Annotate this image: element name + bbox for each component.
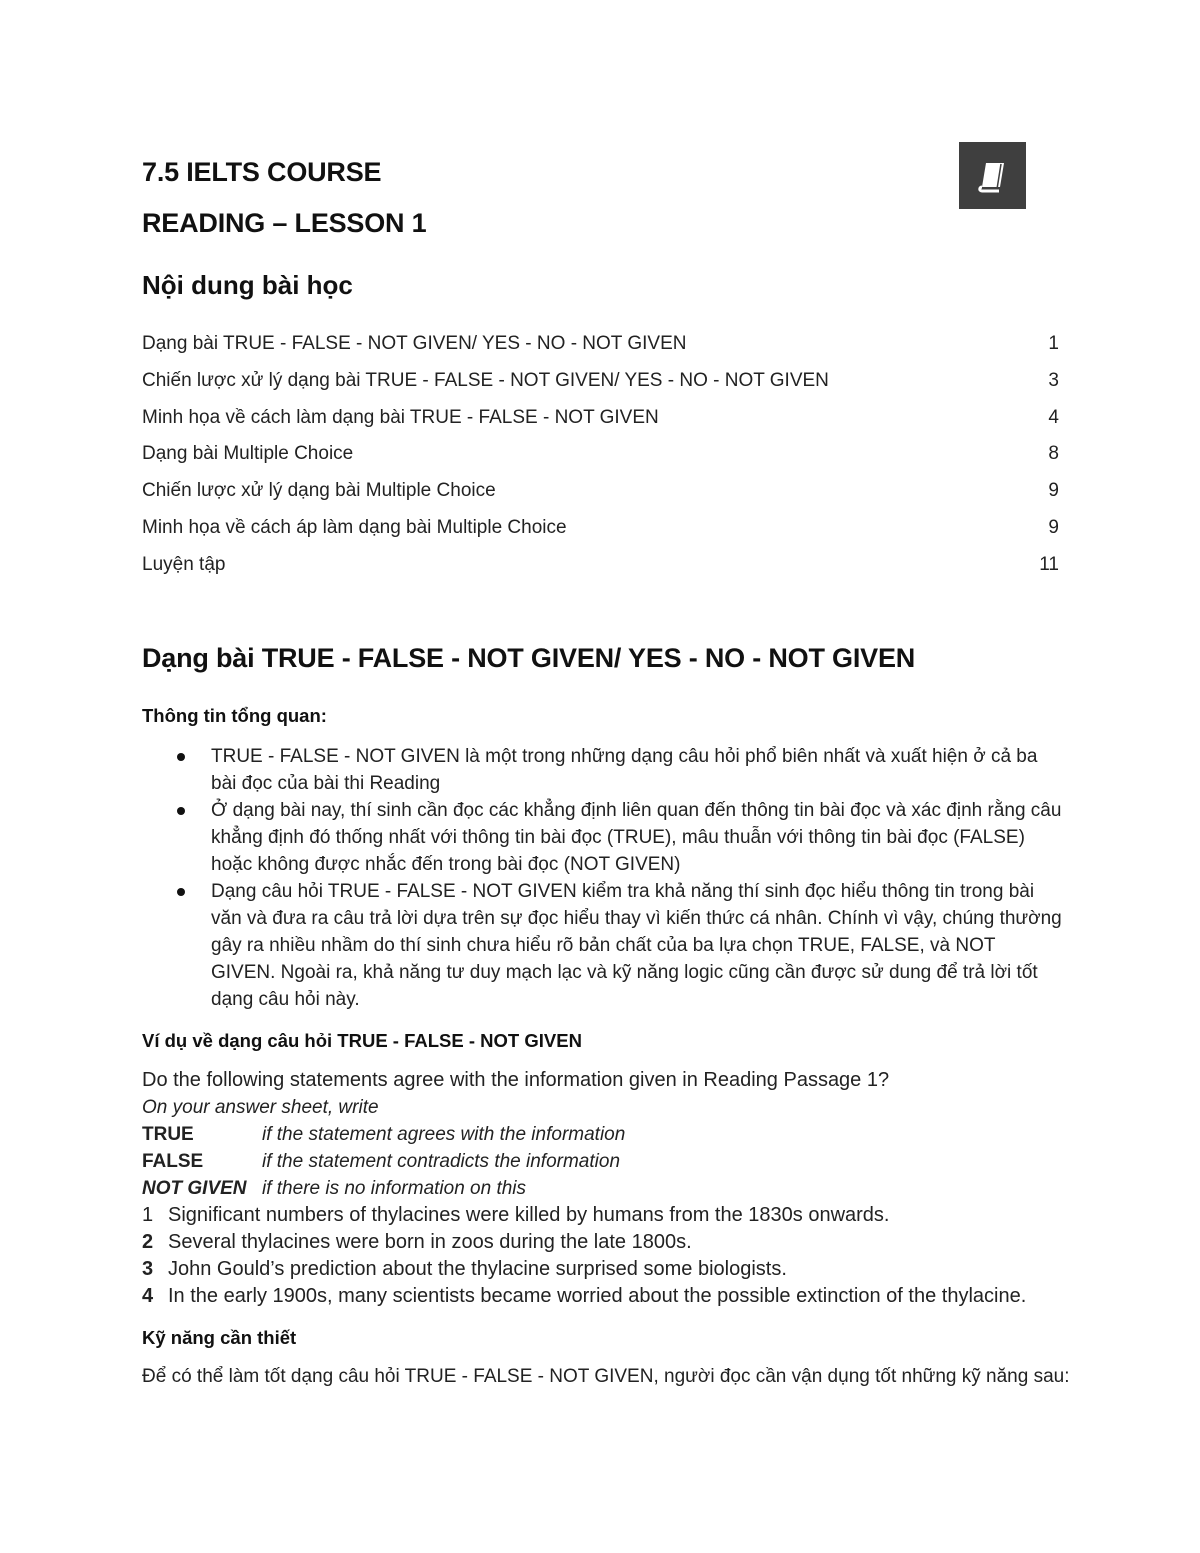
list-item-text: TRUE - FALSE - NOT GIVEN là một trong những dạng câu hỏi phổ biên nhất và xuất hiện ở cả ba bài đọc của bài thi Reading	[211, 746, 1038, 794]
statement-text: Several thylacines were born in zoos during the late 1800s.	[168, 1231, 692, 1253]
toc-item[interactable]	[142, 407, 1059, 444]
list-item	[142, 743, 1062, 797]
toc-item[interactable]	[142, 370, 1059, 407]
course-title: 7.5 IELTS COURSE	[142, 157, 382, 187]
bullet-icon	[177, 807, 185, 815]
answer-option	[142, 1121, 1072, 1148]
toc-item[interactable]	[142, 554, 1059, 591]
toc-heading: Nội dung bài học	[142, 270, 353, 300]
answer-option	[142, 1148, 1072, 1175]
toc-item[interactable]	[142, 333, 1059, 370]
answer-option-desc: if the statement contradicts the information	[262, 1151, 621, 1172]
toc-item-page: 8	[1048, 443, 1059, 465]
toc-item-label: Minh họa về cách làm dạng bài TRUE - FALSE - NOT GIVEN	[142, 406, 659, 428]
example-intro: Do the following statements agree with the information given in Reading Passage 1?	[142, 1069, 890, 1091]
toc-item[interactable]	[142, 480, 1059, 517]
toc-item-label: Dạng bài TRUE - FALSE - NOT GIVEN/ YES - NO - NOT GIVEN	[142, 333, 687, 354]
list-item	[142, 878, 1062, 1013]
toc-item-page: 9	[1048, 480, 1059, 502]
statement-row	[142, 1283, 1072, 1310]
list-item-text: Dạng câu hỏi TRUE - FALSE - NOT GIVEN kiểm tra khả năng thí sinh đọc hiểu thông tin trong bài văn và đưa ra câu trả lời dựa trên sự đọc hiểu thay vì kiến thức cá nhân. Chính vì vậy, chúng thường gây ra nhiều nhầm do thí sinh chưa hiểu rõ bản chất của ba lựa chọn TRUE, FALSE, và NOT GIVEN. Ngoài ra, khả năng tư duy mạch lạc và kỹ năng logic cũng cần được sử dung để trả lời tốt dạng câu hỏi này.	[211, 881, 1062, 1010]
statement-row	[142, 1256, 1072, 1283]
answer-option-key: FALSE	[142, 1151, 204, 1172]
overview-heading: Thông tin tổng quan:	[142, 705, 327, 726]
statement-number: 2	[142, 1231, 154, 1253]
answer-option	[142, 1175, 1072, 1202]
statement-row	[142, 1229, 1072, 1256]
skills-intro: Để có thể làm tốt dạng câu hỏi TRUE - FALSE - NOT GIVEN, người đọc cần vận dụng tốt những kỹ năng sau:	[142, 1366, 1070, 1387]
statement-number: 3	[142, 1258, 154, 1280]
toc-item-page: 11	[1039, 553, 1059, 575]
skills-heading: Kỹ năng cần thiết	[142, 1327, 297, 1348]
statement-number: 4	[142, 1285, 154, 1307]
bullet-icon	[177, 888, 185, 896]
example-heading: Ví dụ về dạng câu hỏi TRUE - FALSE - NOT GIVEN	[142, 1030, 582, 1051]
book-icon	[959, 142, 1026, 209]
bullet-icon	[177, 753, 185, 761]
toc-item-label: Minh họa về cách áp làm dạng bài Multiple Choice	[142, 516, 567, 538]
toc-item-label: Luyện tập	[142, 553, 226, 575]
toc-item-label: Chiến lược xử lý dạng bài Multiple Choice	[142, 480, 496, 502]
statement-text: John Gould’s prediction about the thylacine surprised some biologists.	[168, 1258, 787, 1280]
toc-item-page: 4	[1048, 406, 1059, 428]
list-item	[142, 797, 1062, 878]
example-instruction: On your answer sheet, write	[142, 1097, 379, 1118]
toc-item-label: Dạng bài Multiple Choice	[142, 443, 354, 465]
example-block	[142, 1067, 1072, 1310]
statement-text: In the early 1900s, many scientists became worried about the possible extinction of the thylacine.	[168, 1285, 1027, 1307]
toc-item-page: 9	[1048, 516, 1059, 538]
list-item-text: Ở dạng bài nay, thí sinh cần đọc các khẳng định liên quan đến thông tin bài đọc và xác định rằng câu khẳng định đó thống nhất với thông tin bài đọc (TRUE), mâu thuẫn với thông tin bài đọc (FALSE) hoặc không được nhắc đến trong bài đọc (NOT GIVEN)	[211, 800, 1062, 875]
table-of-contents	[142, 333, 1059, 591]
statement-row	[142, 1202, 1072, 1229]
answer-option-key: NOT GIVEN	[142, 1178, 247, 1199]
answer-option-key: TRUE	[142, 1124, 194, 1145]
lesson-title: READING – LESSON 1	[142, 208, 427, 238]
toc-item[interactable]	[142, 443, 1059, 480]
answer-option-desc: if there is no information on this	[262, 1178, 527, 1199]
statement-text: Significant numbers of thylacines were killed by humans from the 1830s onwards.	[168, 1204, 890, 1226]
overview-list	[142, 743, 1062, 1013]
toc-item[interactable]	[142, 517, 1059, 554]
toc-item-page: 1	[1048, 333, 1059, 354]
section-heading: Dạng bài TRUE - FALSE - NOT GIVEN/ YES - NO - NOT GIVEN	[142, 643, 916, 673]
toc-item-label: Chiến lược xử lý dạng bài TRUE - FALSE - NOT GIVEN/ YES - NO - NOT GIVEN	[142, 369, 829, 391]
toc-item-page: 3	[1048, 369, 1059, 391]
statement-number: 1	[142, 1204, 154, 1226]
answer-option-desc: if the statement agrees with the information	[262, 1124, 626, 1145]
